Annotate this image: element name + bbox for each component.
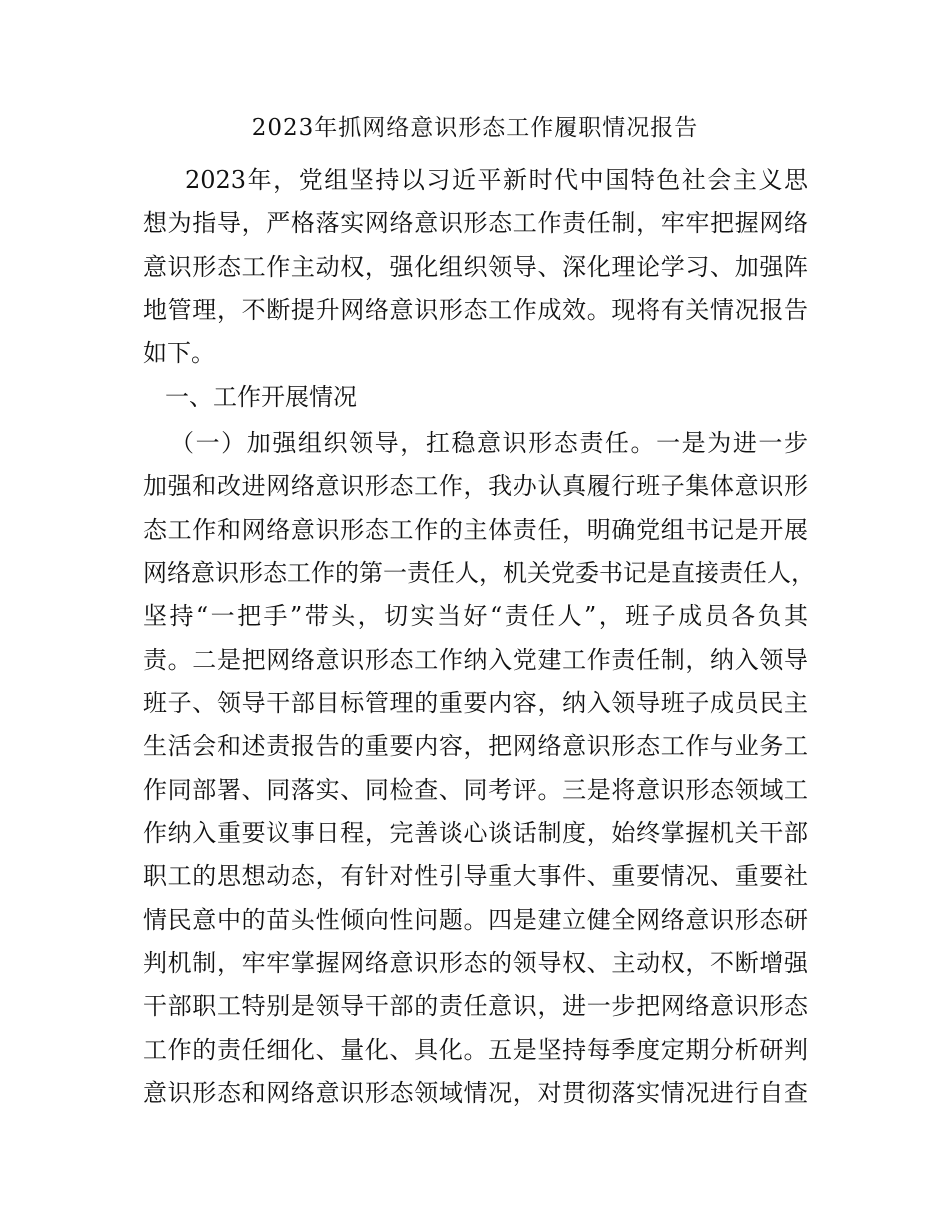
section-line: 生活会和述责报告的重要内容，把网络意识形态工作与业务工 [143,732,808,760]
section-line: 加强和改进网络意识形态工作，我办认真履行班子集体意识形 [143,472,808,500]
section-line: 作纳入重要议事日程，完善谈心谈话制度，始终掌握机关干部 [143,819,808,847]
intro-line: 如下。 [143,339,215,367]
section-line: 班子、领导干部目标管理的重要内容，纳入领导班子成员民主 [143,689,808,717]
intro-line: 想为指导，严格落实网络意识形态工作责任制，牢牢把握网络 [143,209,808,237]
section-line: （一）加强组织领导，扛稳意识形态责任。一是为进一步 [170,429,808,457]
intro-line: 2023年，党组坚持以习近平新时代中国特色社会主义思 [185,166,808,194]
section-line: 态工作和网络意识形态工作的主体责任，明确党组书记是开展 [143,516,808,544]
section-line: 判机制，牢牢掌握网络意识形态的领导权、主动权，不断增强 [143,949,808,977]
section-line: 网络意识形态工作的第一责任人，机关党委书记是直接责任人， [143,559,815,587]
section-line: 作同部署、同落实、同检查、同考评。三是将意识形态领域工 [143,776,808,804]
intro-line: 意识形态工作主动权，强化组织领导、深化理论学习、加强阵 [143,253,808,281]
section-line: 坚持“一把手”带头，切实当好“责任人”，班子成员各负其 [143,602,808,630]
section-line: 职工的思想动态，有针对性引导重大事件、重要情况、重要社 [143,862,808,890]
intro-line: 地管理，不断提升网络意识形态工作成效。现将有关情况报告 [143,296,808,324]
section-line: 责。二是把网络意识形态工作纳入党建工作责任制，纳入领导 [143,646,808,674]
section-line: 情民意中的苗头性倾向性问题。四是建立健全网络意识形态研 [143,906,808,934]
section-heading: 一、工作开展情况 [165,383,357,411]
section-line: 干部职工特别是领导干部的责任意识，进一步把网络意识形态 [143,992,808,1020]
document-title: 2023年抓网络意识形态工作履职情况报告 [251,115,699,141]
section-line: 意识形态和网络意识形态领域情况，对贯彻落实情况进行自查 [143,1079,808,1107]
section-line: 工作的责任细化、量化、具化。五是坚持每季度定期分析研判 [143,1036,808,1064]
